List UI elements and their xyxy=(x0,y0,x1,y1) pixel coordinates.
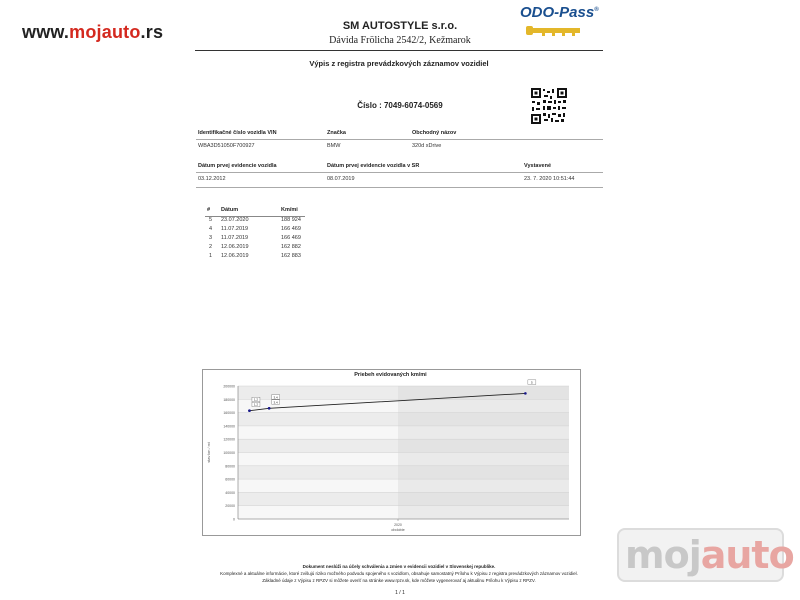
y-tick-label: 40000 xyxy=(225,490,235,495)
y-tick-label: 160000 xyxy=(223,411,235,416)
y-tick-label: 200000 xyxy=(223,384,235,389)
records-table xyxy=(205,207,305,262)
document-title: Výpis z registra prevádzkových záznamov vozidiel xyxy=(309,59,489,68)
watermark-prefix: www. xyxy=(22,22,70,42)
site-watermark xyxy=(22,22,163,43)
y-tick-label: 140000 xyxy=(223,424,235,429)
y-tick-label: 100000 xyxy=(223,451,235,455)
x-tick-label: 2020 xyxy=(394,523,402,527)
table-body xyxy=(205,217,305,262)
y-axis-label: stav km / mi xyxy=(207,442,211,463)
brand-value: BMW xyxy=(327,143,341,149)
info-divider-3 xyxy=(196,187,603,188)
y-tick-label: 0 xyxy=(233,517,235,522)
first-reg-sr-value: 08.07.2019 xyxy=(327,176,355,182)
table-row xyxy=(205,235,305,244)
brand-label: Značka xyxy=(327,130,346,136)
company-name: SM AUTOSTYLE s.r.o. xyxy=(342,20,458,32)
row-km: 162 883 xyxy=(281,253,301,259)
row-date: 23.07.2020 xyxy=(221,217,249,223)
issued-value: 23. 7. 2020 10:51:44 xyxy=(524,176,575,182)
page-number: 1 / 1 xyxy=(395,590,405,596)
y-tick-label: 60000 xyxy=(225,477,235,482)
row-km: 162 882 xyxy=(281,244,301,250)
chart-plot xyxy=(202,369,581,536)
key-icon xyxy=(512,4,604,40)
col-number-header: # xyxy=(207,207,211,213)
col-km-header: Km/mi xyxy=(281,207,298,213)
y-tick-label: 80000 xyxy=(225,464,235,469)
row-km: 166 469 xyxy=(281,226,301,232)
row-number: 3 xyxy=(209,235,213,241)
issued-label: Vystavené xyxy=(524,163,552,169)
watermark-highlight: mojauto xyxy=(69,22,141,42)
col-date-header: Dátum xyxy=(221,207,239,213)
y-tick-label: 20000 xyxy=(225,504,235,509)
row-number: 5 xyxy=(209,217,213,223)
first-reg-label: Dátum prvej evidencie vozidla xyxy=(198,163,277,169)
footer-disclaimer: Dokument neslúži na účely schválenia a zmien v evidencii vozidiel v Slovenskej republike. xyxy=(302,564,496,569)
first-reg-value: 03.12.2012 xyxy=(198,176,226,182)
point-label: 1,2 xyxy=(253,397,259,402)
table-header xyxy=(205,207,305,215)
info-divider-2 xyxy=(196,172,603,173)
header-divider xyxy=(195,50,603,51)
point-label: 3,4 xyxy=(273,395,278,400)
vin-label: Identifikačné číslo vozidla VIN xyxy=(198,130,277,136)
data-point xyxy=(248,409,251,412)
watermark-logo-prefix: moj xyxy=(625,533,701,577)
data-point xyxy=(524,392,527,395)
document-number: Číslo : 7049-6074-0569 xyxy=(357,101,443,110)
chart-title: Priebeh evidovaných km/mi xyxy=(354,372,427,378)
footer-verify: Základné údaje z Výpisu z RPZV si môžete overiť na stránke www.rpzv.sk, kde môžete vygenerovať aj aktuálnu Prílohu k Výpisu z RPZV. xyxy=(262,578,536,583)
point-label: 5 xyxy=(531,380,533,385)
row-date: 11.07.2019 xyxy=(221,226,249,232)
info-divider-1 xyxy=(196,139,603,140)
watermark-logo-highlight: auto xyxy=(700,533,794,577)
first-reg-sr-label: Dátum prvej evidencie vozidla v SR xyxy=(327,163,420,169)
row-number: 1 xyxy=(209,253,213,259)
logo-text: ODO-Pass xyxy=(520,4,595,21)
watermark-logo xyxy=(617,528,794,582)
data-point xyxy=(268,407,271,410)
model-value: 320d xDrive xyxy=(412,143,442,149)
table-row xyxy=(205,226,305,235)
row-date: 11.07.2019 xyxy=(221,235,249,241)
odo-pass-logo xyxy=(512,4,604,40)
x-axis-label: obdobie xyxy=(391,528,405,532)
point-label: 1,2 xyxy=(253,402,259,407)
row-date: 12.06.2019 xyxy=(221,244,249,250)
watermark-suffix: .rs xyxy=(140,22,164,42)
model-label: Obchodný názov xyxy=(412,130,457,136)
row-km: 188 924 xyxy=(281,217,301,223)
point-label: 3,4 xyxy=(273,400,278,405)
row-km: 166 469 xyxy=(281,235,301,241)
y-tick-label: 120000 xyxy=(223,437,235,442)
vin-value: WBA3D51050F700927 xyxy=(198,143,255,149)
qr-code xyxy=(530,87,568,125)
row-date: 12.06.2019 xyxy=(221,253,249,259)
table-row xyxy=(205,244,305,253)
company-address: Dávida Frölicha 2542/2, Kežmarok xyxy=(329,35,471,46)
row-number: 4 xyxy=(209,226,213,232)
y-tick-label: 180000 xyxy=(223,397,235,402)
table-row xyxy=(205,253,305,262)
table-row xyxy=(205,217,305,226)
row-number: 2 xyxy=(209,244,213,250)
logo-reg: ® xyxy=(594,7,599,13)
footer-info: Komplexné a aktuálne informácie, ktoré zvišujú riziko možného podvodu spojeného s vozidlom, obsahuje samostatný Prílohu k Výpisu z registra prevádzkových záznamov vozidiel. xyxy=(220,571,578,576)
